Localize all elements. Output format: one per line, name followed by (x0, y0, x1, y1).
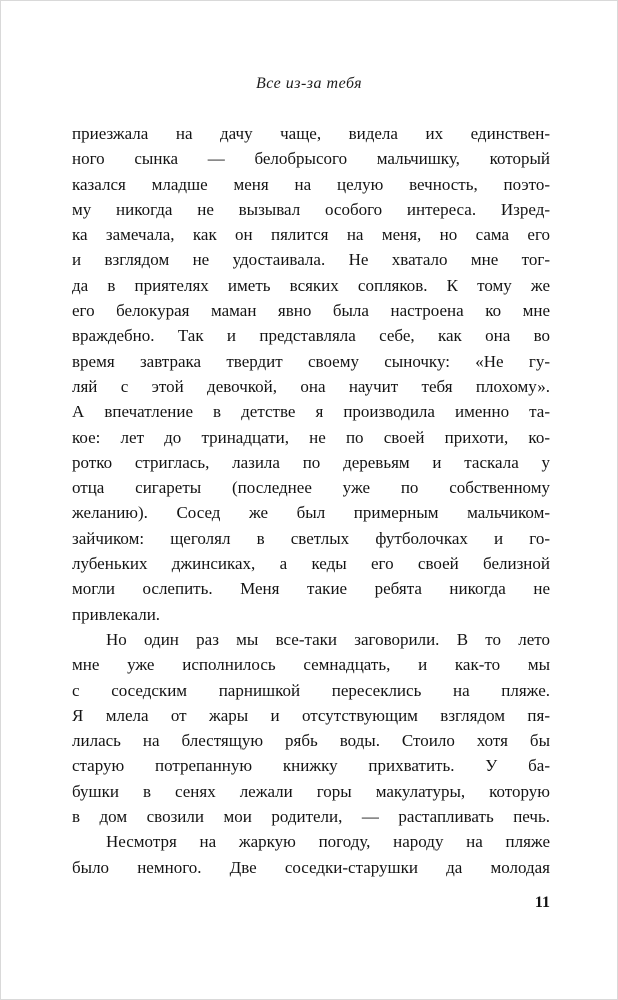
text-line: привлекали. (72, 604, 161, 624)
text-line: ротко стриглась, лазила по деревьям и таскала у (72, 452, 550, 472)
page-number: 11 (534, 894, 550, 911)
text-line: и взглядом не удостаивала. Не хватало мне тог- (72, 250, 550, 270)
text-line: да в приятелях иметь всяких сопляков. К тому же (72, 275, 550, 295)
text-line: желанию). Сосед же был примерным мальчиком- (72, 503, 550, 523)
text-line: его белокурая маман явно была настроена ко мне (72, 301, 550, 321)
text-line: мне уже исполнилось семнадцать, и как-то мы (72, 655, 550, 675)
text-line: А впечатление в детстве я производила именно та- (72, 402, 550, 422)
text-line: время завтрака твердит своему сыночку: «Не гу- (72, 351, 550, 371)
text-block (72, 121, 550, 880)
text-line: враждебно. Так и представляла себе, как она во (72, 326, 550, 346)
text-line: ного сынка — белобрысого мальчишку, который (72, 149, 550, 169)
text-line: ка замечала, как он пялится на меня, но сама его (72, 225, 550, 245)
text-line: Но один раз мы все-таки заговорили. В то лето (106, 629, 550, 649)
text-line: зайчиком: щеголял в светлых футболочках и го- (72, 528, 550, 548)
text-line: приезжала на дачу чаще, видела их единствен- (72, 124, 550, 143)
text-line: кое: лет до тринадцати, не по своей прихоти, ко- (72, 427, 550, 447)
running-head-title: Все из-за тебя (255, 75, 363, 92)
text-line: бушки в сенях лежали горы макулатуры, которую (72, 781, 550, 801)
text-line: лубеньких джинсиках, а кеды его своей белизной (72, 554, 550, 574)
text-line: лилась на блестящую рябь воды. Стоило хотя бы (72, 731, 550, 751)
paragraph (72, 627, 550, 829)
text-line: Несмотря на жаркую погоду, народу на пляже (106, 832, 550, 852)
text-line: с соседским парнишкой пересеклись на пляже. (72, 680, 550, 700)
text-line: отца сигареты (последнее уже по собственному (72, 478, 550, 498)
text-line: в дом свозили мои родители, — растапливать печь. (72, 807, 550, 827)
text-line: ляй с этой девочкой, она научит тебя плохому». (72, 376, 550, 396)
text-line: старую потрепанную книжку прихватить. У ба- (72, 756, 550, 776)
text-line: казался младше меня на целую вечность, поэто- (72, 174, 550, 194)
text-line: Я млела от жары и отсутствующим взглядом пя- (72, 705, 550, 725)
paragraph (72, 121, 550, 627)
text-line: было немного. Две соседки-старушки да молодая (72, 857, 550, 877)
text-line: могли ослепить. Меня такие ребята никогда не (72, 579, 550, 599)
paragraph (72, 829, 550, 880)
text-line: му никогда не вызывал особого интереса. Изред- (72, 199, 550, 219)
